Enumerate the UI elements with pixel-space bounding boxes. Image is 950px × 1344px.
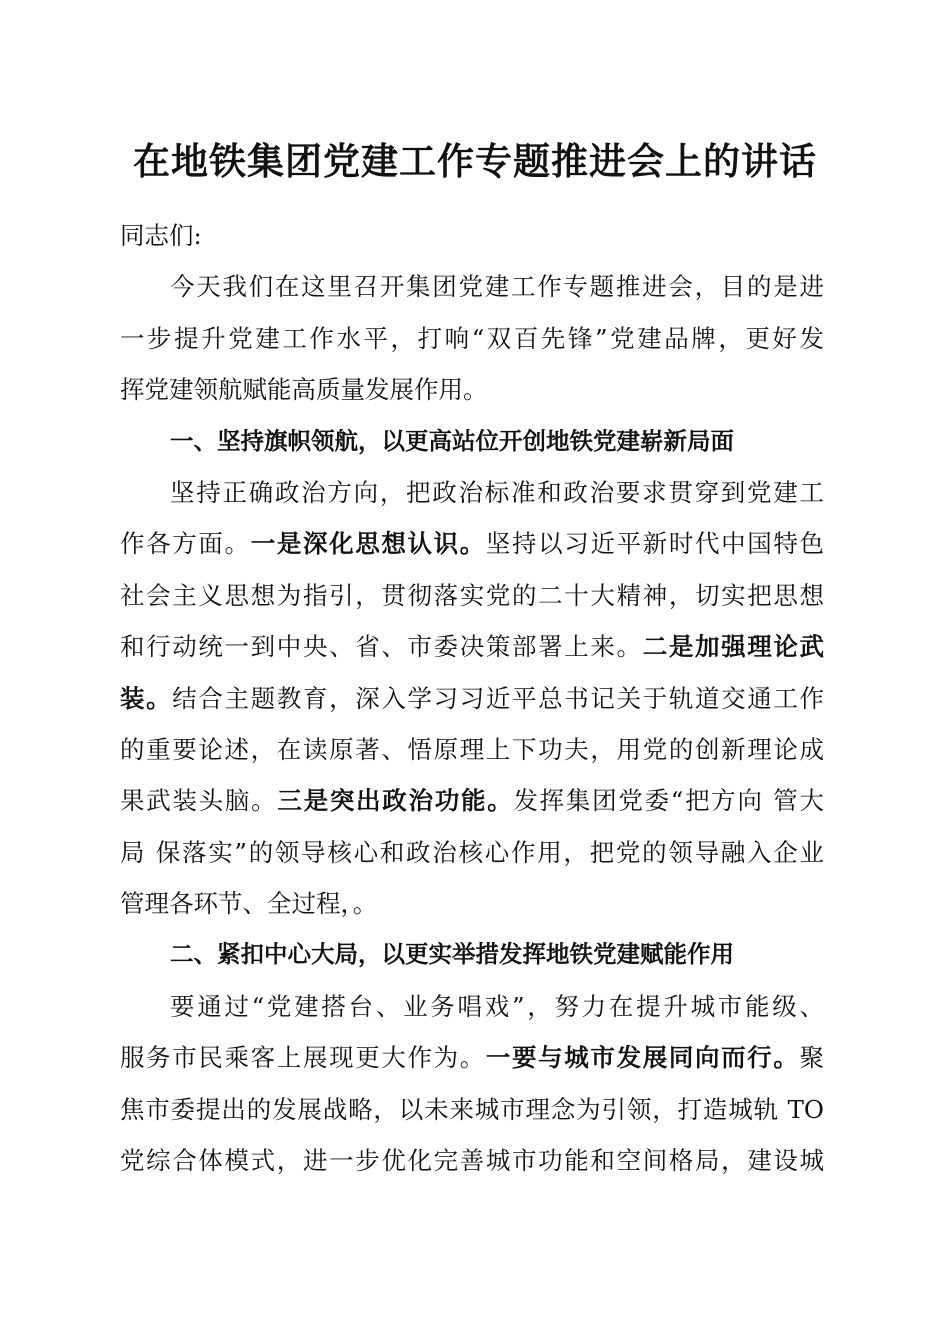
section-1-line — [120, 518, 824, 569]
intro-line: 挥党建领航赋能高质量发展作用。 — [120, 375, 488, 405]
section-1-line — [120, 621, 824, 672]
bold-point: 一要与城市发展同向而行。 — [485, 1043, 800, 1073]
section-1-line: 局 保落实”的领导核心和政治核心作用，把党的领导融入企业 — [120, 837, 824, 867]
body-text: 作各方面。 — [120, 529, 251, 559]
bold-point: 二是加强理论武 — [642, 632, 825, 662]
intro-line: 一步提升党建工作水平，打响“双百先锋”党建品牌，更好发 — [120, 323, 824, 353]
body-text: 服务市民乘客上展现更大作为。 — [120, 1043, 486, 1073]
document-title: 在地铁集团党建工作专题推进会上的讲话 — [133, 139, 817, 183]
body-text: 坚持以习近平新时代中国特色 — [485, 529, 825, 559]
section-2-line: 党综合体模式，进一步优化完善城市功能和空间格局，建设城 — [120, 1146, 824, 1176]
document-body — [120, 210, 824, 1186]
body-text: 发挥集团党委“把方向 管大 — [513, 786, 824, 816]
section-1-line: 管理各环节、全过程，。 — [120, 889, 378, 919]
section-1-line: 社会主义思想为指引，贯彻落实党的二十大精神，切实把思想 — [120, 580, 824, 610]
body-text: 结合主题教育，深入学习习近平总书记关于轨道交通工作 — [172, 683, 825, 713]
section-1-line — [120, 673, 824, 724]
section-2-heading: 二、紧扣中心大局，以更实举措发挥地铁党建赋能作用 — [170, 940, 734, 969]
body-text: 和行动统一到中央、省、市委决策部署上来。 — [120, 632, 643, 662]
body-text: 果武装头脑。 — [120, 786, 278, 816]
bold-point: 一是深化思想认识。 — [250, 529, 486, 559]
section-2-line: 要通过“党建搭台、业务唱戏”，努力在提升城市能级、 — [170, 991, 824, 1021]
body-text: 聚 — [799, 1043, 825, 1073]
section-2-line — [120, 1032, 824, 1083]
section-2-line: 焦市委提出的发展战略，以未来城市理念为引领，打造城轨 TO — [120, 1094, 824, 1124]
section-1-heading: 一、坚持旗帜领航，以更高站位开创地铁党建崭新局面 — [170, 426, 734, 455]
bold-point: 装。 — [120, 683, 173, 713]
intro-line: 今天我们在这里召开集团党建工作专题推进会，目的是进 — [170, 272, 824, 302]
section-1-line — [120, 775, 824, 826]
salutation: 同志们: — [120, 221, 202, 250]
section-1-line: 坚持正确政治方向，把政治标准和政治要求贯穿到党建工 — [170, 477, 824, 507]
bold-point: 三是突出政治功能。 — [277, 786, 514, 816]
section-1-line: 的重要论述，在读原著、悟原理上下功夫，用党的创新理论成 — [120, 734, 824, 764]
